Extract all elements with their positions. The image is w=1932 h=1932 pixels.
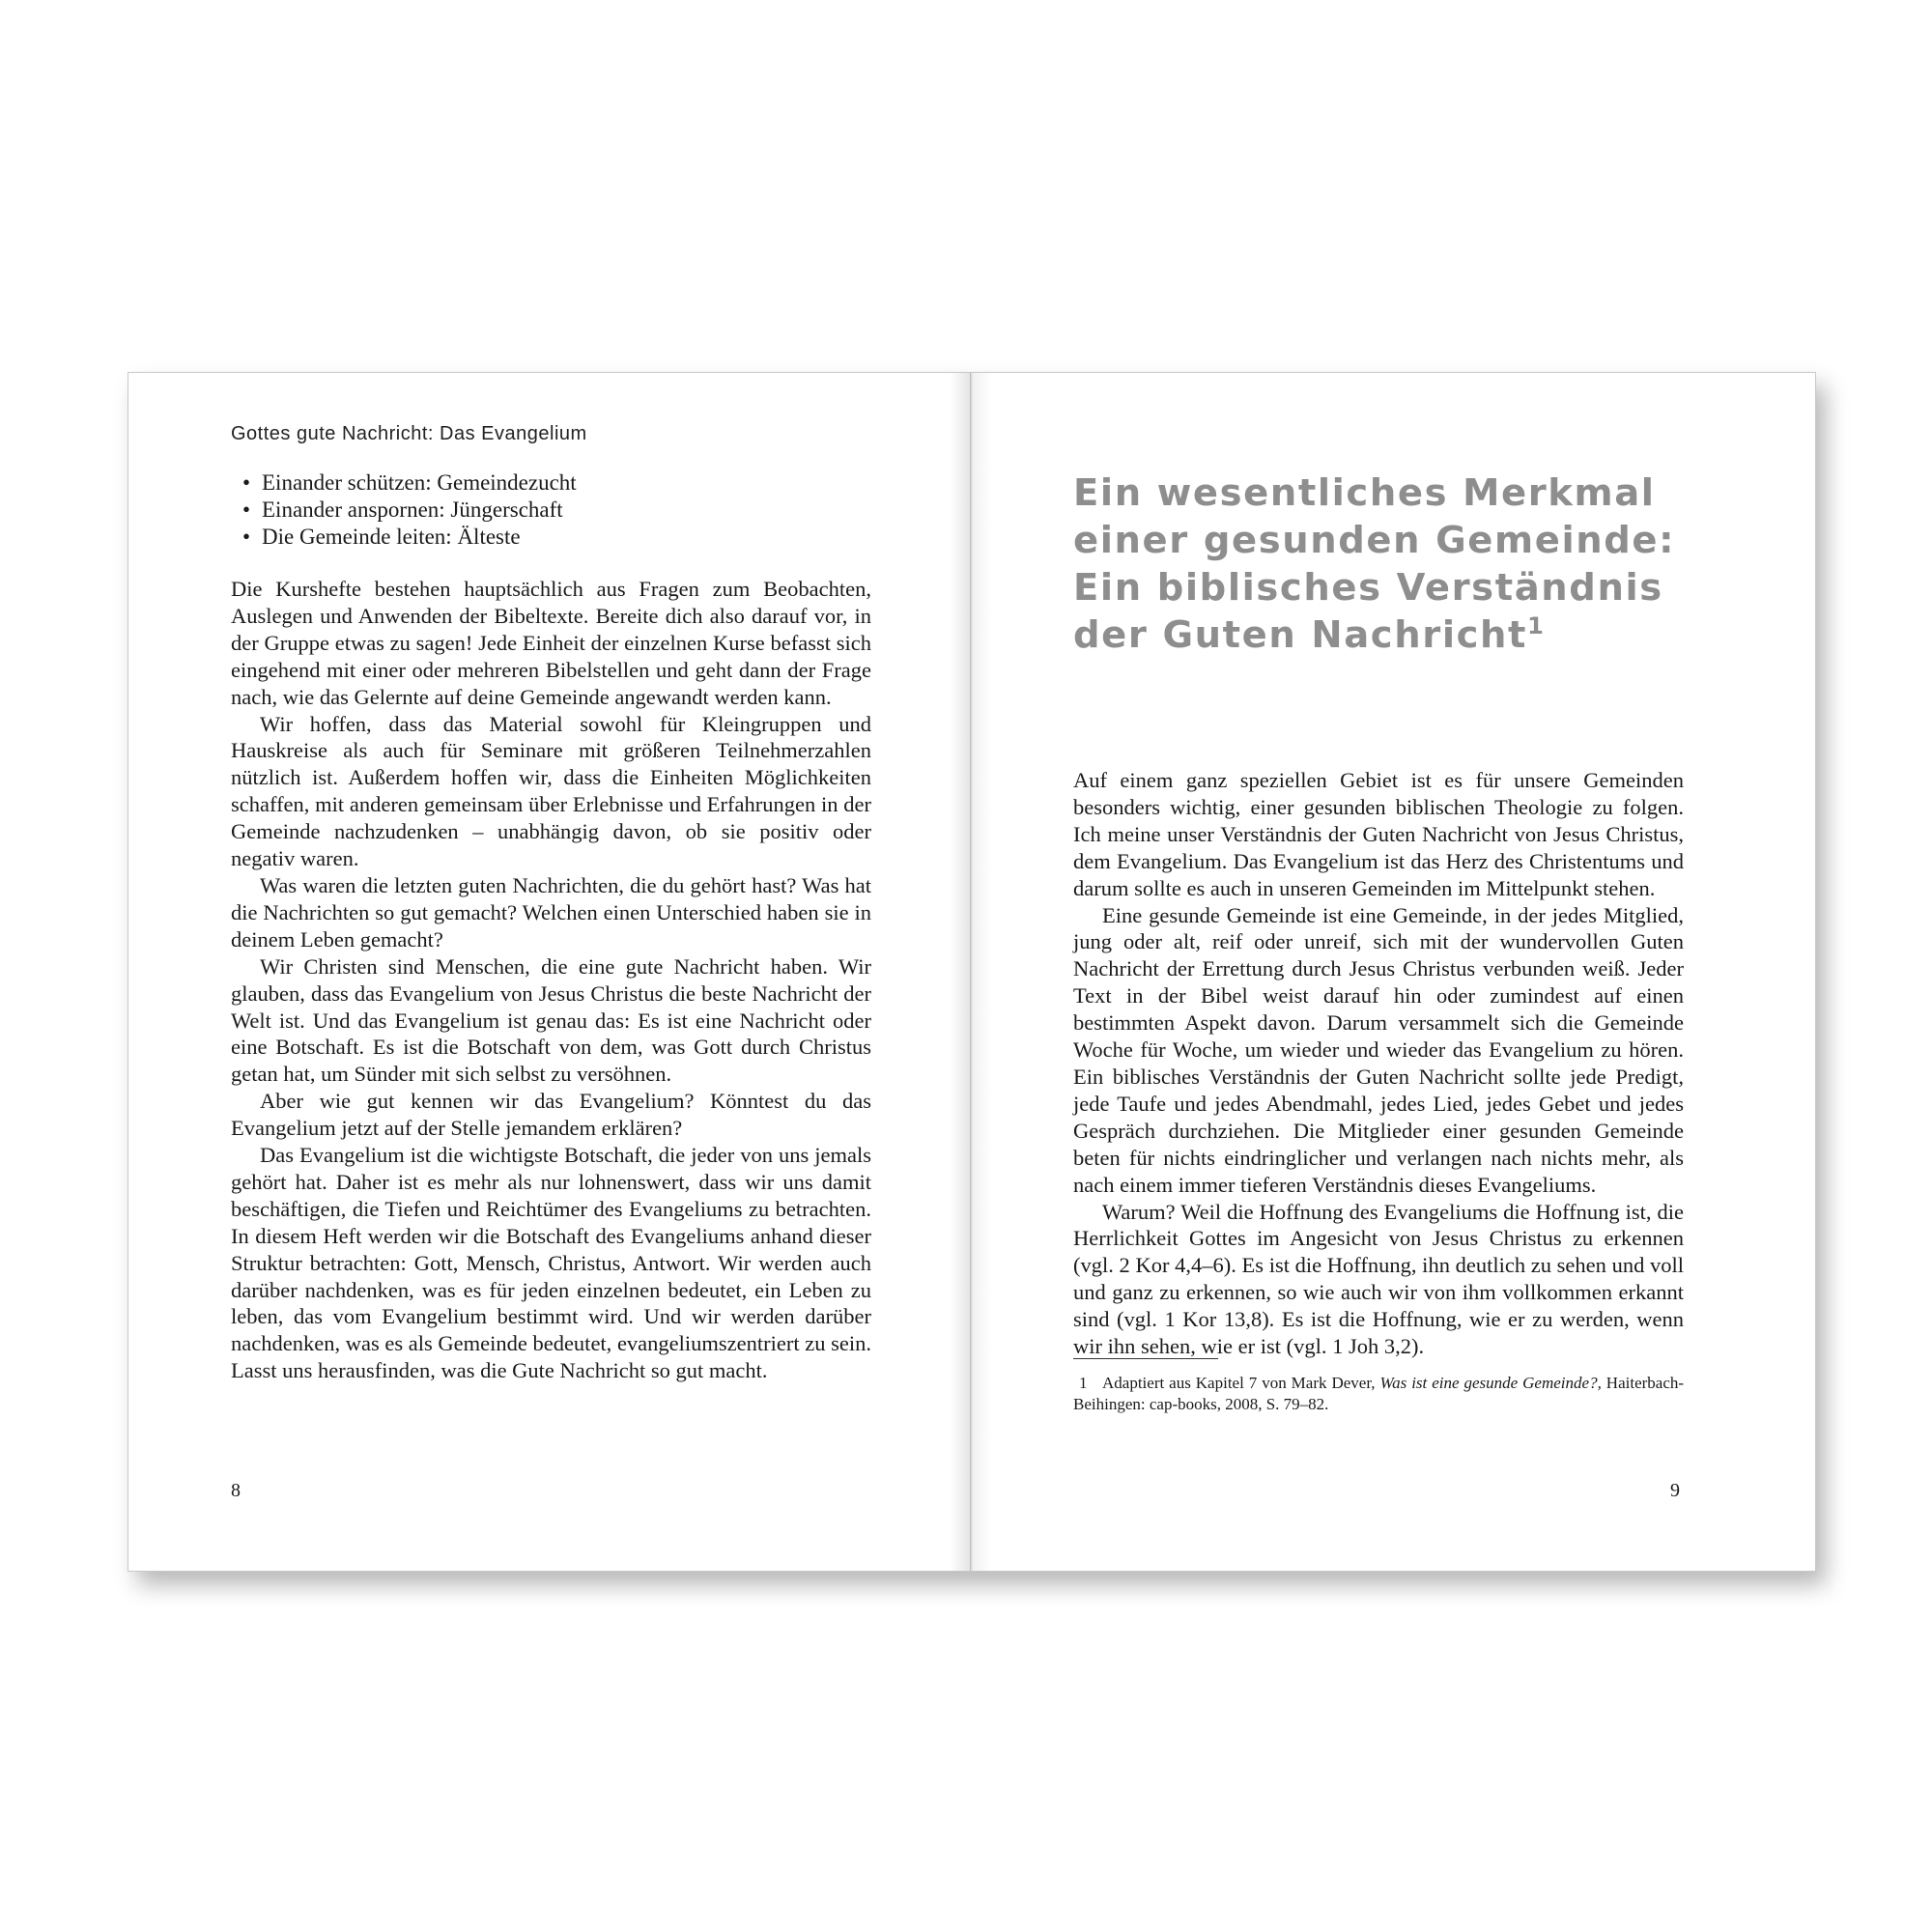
paragraph: Wir Christen sind Menschen, die eine gute Nachricht haben. Wir glauben, dass das Evangelium von Jesus Christus die beste Nachricht der Welt ist. Und das Evangelium ist genau das: Es ist eine Nachricht oder eine Botschaft. Es ist die Botschaft von dem, was Gott durch Christus getan hat, um Sünder mit sich selbst zu versöhnen. bbox=[231, 953, 871, 1087]
paragraph: Was waren die letzten guten Nachrichten, die du gehört hast? Was hat die Nachrichten so gut gemacht? Welchen einen Unterschied haben sie in deinem Leben gemacht? bbox=[231, 872, 871, 952]
paragraph: Eine gesunde Gemeinde ist eine Gemeinde, in der jedes Mitglied, jung oder alt, reif oder unreif, sich mit der wundervollen Guten Nachricht der Errettung durch Jesus Christus verbunden weiß. Jeder Text in der Bibel weist darauf hin oder zumindest auf einen bestimmten Aspekt davon. Darum versammelt sich die Gemeinde Woche für Woche, um wieder und wieder das Evangelium zu hören. Ein biblisches Verständnis der Guten Nachricht sollte jede Predigt, jede Taufe und jedes Abendmahl, jedes Lied, jedes Gebet und jedes Gespräch durchziehen. Die Mitglieder einer gesunden Gemeinde beten für nichts eindringlicher und verlangen nach nichts mehr, als nach einem immer tieferen Verständnis dieses Evangeliums. bbox=[1073, 902, 1684, 1197]
bullet-list bbox=[242, 469, 577, 551]
bullet-item: • Die Gemeinde leiten: Älteste bbox=[242, 524, 577, 551]
footnote-marker: 1 bbox=[1527, 612, 1544, 640]
footnote bbox=[1073, 1373, 1684, 1415]
paragraph: Das Evangelium ist die wichtigste Botschaft, die jeder von uns jemals gehört hat. Daher ist es mehr als nur lohnenswert, dass wir uns damit beschäftigen, die Tiefen und Reichtümer des Evangeliums zu betrachten. In diesem Heft werden wir die Botschaft des Evangeliums anhand dieser Struktur betrachten: Gott, Mensch, Christus, Antwort. Wir werden auch darüber nachdenken, was es für jeden einzelnen bedeutet, ein Leben zu leben, das vom Evangelium bestimmt wird. Und wir werden darüber nachdenken, was es als Gemeinde bedeutet, evangeliumszentriert zu sein. Lasst uns herausfinden, was die Gute Nachricht so gut macht. bbox=[231, 1143, 871, 1383]
right-body-text bbox=[1073, 767, 1684, 1360]
chapter-title bbox=[1073, 469, 1691, 659]
left-page bbox=[128, 373, 971, 1571]
footnote-publisher: Haiterbach-Beihingen: cap-books, 2008, S. 79–82. bbox=[1073, 1374, 1685, 1413]
paragraph: Warum? Weil die Hoffnung des Evangeliums die Hoffnung ist, die Herrlichkeit Gottes im Angesicht von Jesus Christus zu erkennen (vgl. 2 Kor 4,4–6). Es ist die Hoffnung, ihn deutlich zu sehen und voll und ganz zu erkennen, so wie auch wir von ihm vollkommen erkannt sind (vgl. 1 Kor 13,8). Es ist die Hoffnung, wie er zu werden, wenn wir ihn sehen, wie er ist (vgl. 1 Joh 3,2). bbox=[1073, 1199, 1684, 1359]
page-number: 9 bbox=[1670, 1480, 1680, 1501]
running-head: Gottes gute Nachricht: Das Evangelium bbox=[231, 423, 587, 444]
paragraph: Aber wie gut kennen wir das Evangelium? Könntest du das Evangelium jetzt auf der Stelle jemandem erklären? bbox=[231, 1089, 871, 1141]
footnote-text: Adaptiert aus Kapitel 7 von Mark Dever, bbox=[1102, 1374, 1376, 1392]
footnote-number: 1 bbox=[1079, 1374, 1088, 1392]
page-number: 8 bbox=[231, 1480, 241, 1501]
book-spread bbox=[128, 372, 1816, 1572]
paragraph: Die Kurshefte bestehen hauptsächlich aus Fragen zum Beobachten, Auslegen und Anwenden der Bibeltexte. Bereite dich also darauf vor, in der Gruppe etwas zu sagen! Jede Einheit der einzelnen Kurse befasst sich eingehend mit einer oder mehreren Bibelstellen und geht dann der Frage nach, wie das Gelernte auf deine Gemeinde angewandt werden kann. bbox=[231, 577, 871, 709]
bullet-item: • Einander anspornen: Jüngerschaft bbox=[242, 497, 577, 524]
gutter-line bbox=[970, 373, 971, 1571]
footnote-book-title: Was ist eine gesunde Gemeinde?, bbox=[1379, 1374, 1602, 1392]
left-body-text bbox=[231, 576, 871, 1384]
bullet-item: • Einander schützen: Gemeindezucht bbox=[242, 469, 577, 497]
footnote-rule bbox=[1073, 1358, 1218, 1359]
right-page bbox=[971, 373, 1815, 1571]
paragraph: Auf einem ganz speziellen Gebiet ist es für unsere Gemeinden besonders wichtig, einer gesunden biblischen Theologie zu folgen. Ich meine unser Verständnis der Guten Nachricht von Jesus Christus, dem Evangelium. Das Evangelium ist das Herz des Christentums und darum sollte es auch in unseren Gemeinden im Mittelpunkt stehen. bbox=[1073, 768, 1684, 900]
paragraph: Wir hoffen, dass das Material sowohl für Kleingruppen und Hauskreise als auch für Seminare mit größeren Teilnehmerzahlen nützlich ist. Außerdem hoffen wir, dass die Einheiten Möglichkeiten schaffen, mit anderen gemeinsam über Erlebnisse und Erfahrungen in der Gemeinde nachzudenken – unabhängig davon, ob sie positiv oder negativ waren. bbox=[231, 711, 871, 871]
chapter-title-text: Ein wesentliches Merkmal einer gesunden Gemeinde: Ein biblisches Verständnis der Guten Nachricht bbox=[1073, 471, 1676, 657]
